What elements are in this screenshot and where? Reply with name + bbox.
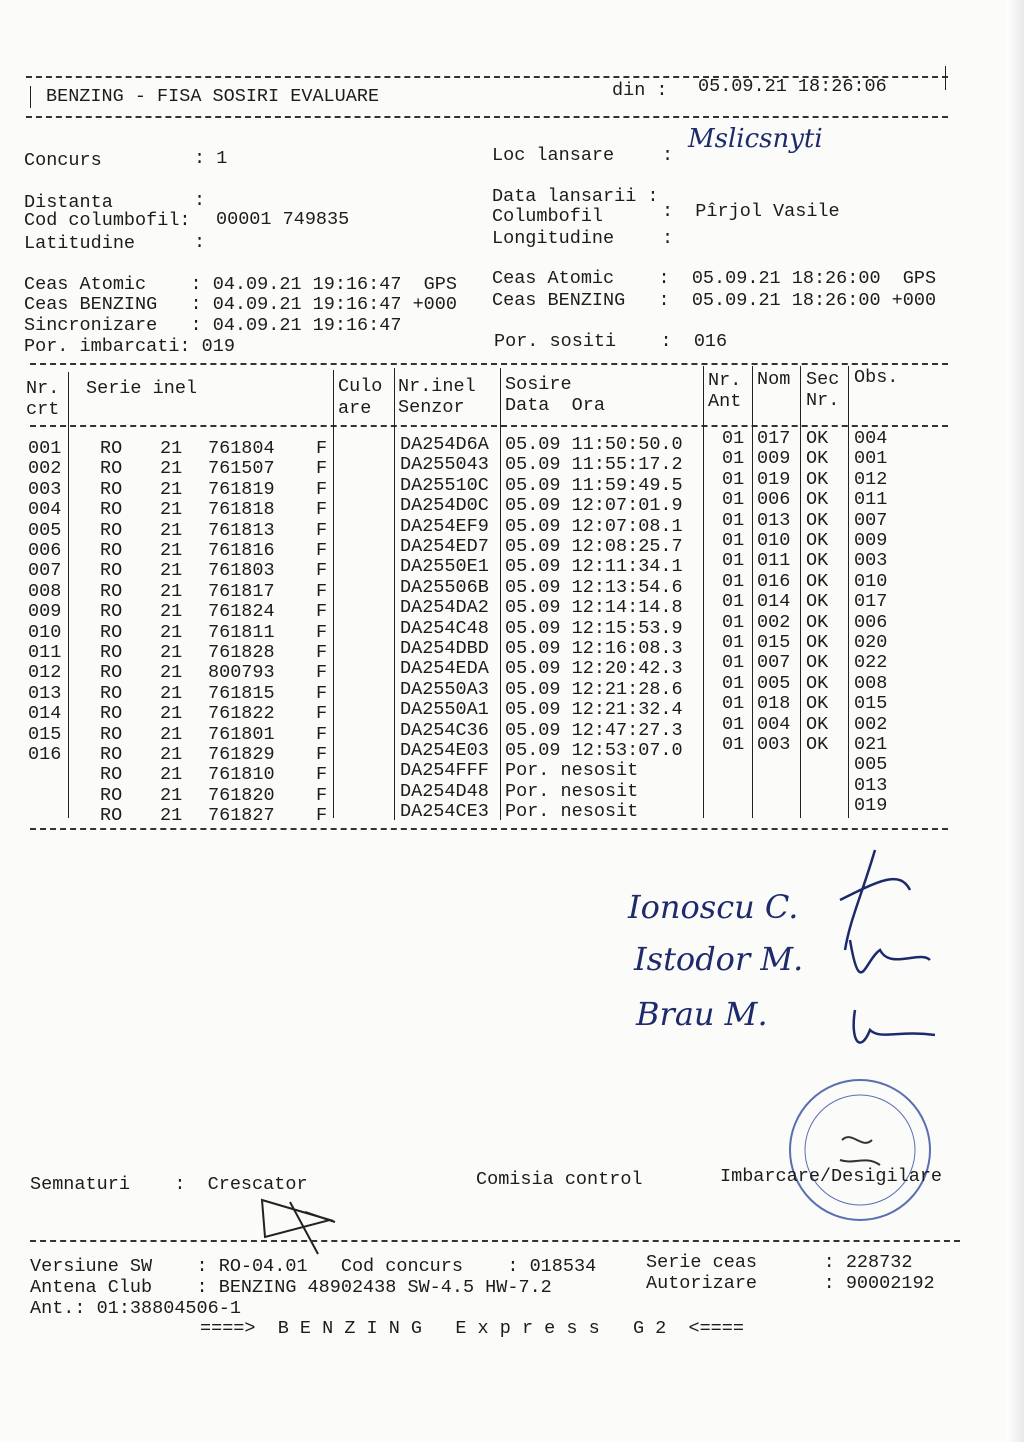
row-sex: F [316,580,328,602]
row-sex: F [316,703,328,725]
row-obs: 001 [854,448,888,470]
row-sec: OK [806,448,829,470]
row-ring: 761813 [208,519,275,541]
ceas-atomic-end: Ceas Atomic : 05.09.21 18:26:00 GPS [492,268,937,289]
row-obs: 007 [854,509,888,531]
row-year: 21 [160,478,183,500]
row-nom: 010 [757,530,791,551]
row-arrival: 05.09 11:55:17.2 [505,454,683,476]
row-arrival: 05.09 12:16:08.3 [505,638,683,659]
row-arrival: 05.09 12:11:34.1 [505,556,683,578]
sincronizare: Sincronizare : 04.09.21 19:16:47 [24,315,402,336]
divider [68,372,69,818]
columbofil-value: : Pîrjol Vasile [662,201,840,222]
row-sec: OK [806,530,829,551]
row-ring: 761803 [208,560,275,582]
col-header-culoare: Culo [338,376,383,397]
row-arrival: 05.09 12:21:28.6 [505,678,683,700]
row-country: RO [100,621,123,643]
col-header-ant: Ant [708,391,742,412]
col-header-sosire: Sosire [505,374,572,395]
row-arrival: 05.09 12:07:01.9 [505,495,683,517]
row-ring: 761804 [208,438,275,459]
row-sec: OK [806,591,829,613]
row-nom: 018 [757,693,791,715]
row-obs: 015 [854,693,888,715]
row-nr: 009 [28,601,62,623]
row-sex: F [316,642,328,663]
row-sec: OK [806,611,829,633]
row-year: 21 [160,580,183,602]
page-edge [1006,0,1024,1442]
row-sex: F [316,519,328,541]
row-ring: 761820 [208,784,275,806]
row-arrival: 05.09 11:59:49.5 [505,474,683,496]
col-header-sec: Sec [806,369,840,390]
row-year: 21 [160,642,183,663]
brand-line: ====> B E N Z I N G E x p r e s s G 2 <==== [200,1318,744,1339]
row-sensor: DA254DA2 [400,597,489,619]
col-header-culoare-2: are [338,398,372,419]
row-arrival: 05.09 12:14:14.8 [505,597,683,619]
row-sec: OK [806,550,829,572]
row-obs: 019 [854,795,888,817]
row-arrival: 05.09 12:21:32.4 [505,699,683,721]
longitudine-sep: : [662,228,674,249]
row-antenna: 01 [722,448,745,470]
row-nom: 019 [757,468,791,490]
row-sex: F [316,764,328,786]
row-sensor: DA2550A1 [400,699,489,721]
row-sensor: DA254FFF [400,760,489,782]
row-obs: 020 [854,632,888,653]
comisia-control-label: Comisia control [476,1169,643,1190]
row-ring: 761824 [208,601,275,623]
row-nom: 014 [757,591,791,613]
signature-name-2: Istodor M. [634,940,804,978]
row-obs: 011 [854,489,888,511]
divider [848,366,849,818]
row-sec: OK [806,632,829,653]
cod-value: 00001 749835 [216,209,350,230]
row-country: RO [100,438,123,459]
row-ring: 761811 [208,621,275,643]
row-ring: 761828 [208,642,275,663]
row-obs: 021 [854,734,888,755]
row-year: 21 [160,703,183,725]
col-header-nr: Nr. [26,378,60,399]
col-header-nr-ant: Nr. [708,370,742,391]
row-nr: 014 [28,703,62,725]
row-sec: OK [806,734,829,755]
row-sex: F [316,560,328,582]
row-antenna: 01 [722,468,745,490]
row-obs: 006 [854,611,888,633]
signature-name-3: Brau M. [636,995,768,1033]
row-ring: 761819 [208,478,275,500]
row-sensor: DA254D48 [400,780,489,802]
row-ring: 761815 [208,682,275,704]
row-year: 21 [160,662,183,684]
row-antenna: 01 [722,734,745,755]
row-nr: 006 [28,540,62,561]
row-nr: 004 [28,499,62,521]
row-ring: 800793 [208,662,275,684]
row-obs: 022 [854,652,888,674]
row-antenna: 01 [722,611,745,633]
row-nr: 005 [28,519,62,541]
row-nom: 005 [757,672,791,694]
divider [30,828,948,830]
divider [30,363,948,365]
row-obs: 009 [854,530,888,551]
row-obs: 017 [854,591,888,613]
row-sensor: DA2550E1 [400,556,489,578]
row-arrival: Por. nesosit [505,760,639,782]
row-antenna: 01 [722,489,745,511]
row-sensor: DA254ED7 [400,536,489,557]
row-year: 21 [160,764,183,786]
row-country: RO [100,723,123,745]
row-sensor: DA25506B [400,576,489,598]
row-nom: 003 [757,734,791,755]
row-year: 21 [160,601,183,623]
row-sec: OK [806,693,829,715]
row-sec: OK [806,570,829,592]
row-nr: 001 [28,438,62,459]
row-antenna: 01 [722,713,745,735]
row-antenna: 01 [722,550,745,572]
por-imbarcati: Por. imbarcati: 019 [24,336,235,357]
signature-name-1: Ionoscu C. [628,888,799,926]
row-obs: 005 [854,754,888,776]
row-nom: 016 [757,570,791,592]
row-ring: 761829 [208,744,275,765]
latitudine-sep: : [194,232,206,253]
divider [752,366,753,818]
divider [26,116,948,118]
row-year: 21 [160,682,183,704]
row-sex: F [316,458,328,480]
row-ring: 761827 [208,805,275,827]
distanta-sep: : [194,190,206,211]
row-antenna: 01 [722,428,745,449]
row-arrival: 05.09 12:13:54.6 [505,576,683,598]
col-header-sec-nr: Nr. [806,390,840,411]
ceas-atomic-start: Ceas Atomic : 04.09.21 19:16:47 GPS [24,274,457,295]
row-nr: 015 [28,723,62,745]
cod-label: Cod columbofil: [24,210,191,231]
col-header-serie: Serie inel [86,378,198,399]
row-sex: F [316,540,328,561]
row-sec: OK [806,713,829,735]
concurs-value: : 1 [194,148,228,169]
loc-label: Loc lansare [492,145,615,166]
row-arrival: 05.09 11:50:50.0 [505,434,683,455]
breeder-signature-icon [250,1192,350,1262]
row-arrival: 05.09 12:47:27.3 [505,719,683,741]
col-header-data-ora: Data Ora [505,395,605,416]
row-arrival: 05.09 12:20:42.3 [505,658,683,680]
row-country: RO [100,744,123,765]
divider [945,66,946,90]
row-country: RO [100,580,123,602]
row-sensor: DA254E03 [400,740,489,761]
col-header-obs: Obs. [854,367,899,388]
row-nom: 007 [757,652,791,674]
row-country: RO [100,764,123,786]
row-ring: 761507 [208,458,275,480]
serie-ceas: Serie ceas : 228732 [646,1252,913,1273]
row-nom: 013 [757,509,791,531]
row-country: RO [100,682,123,704]
row-arrival: Por. nesosit [505,780,639,802]
row-sex: F [316,682,328,704]
row-ring: 761818 [208,499,275,521]
row-nom: 004 [757,713,791,735]
row-obs: 010 [854,570,888,592]
row-obs: 012 [854,468,888,490]
divider [703,366,704,818]
row-sex: F [316,662,328,684]
loc-value-handwritten: Mslicsnyti [688,124,823,154]
col-header-nr-inel: Nr.inel [398,376,476,397]
stamp-icon [780,1070,940,1230]
row-nr: 012 [28,662,62,684]
row-country: RO [100,642,123,663]
row-sex: F [316,499,328,521]
row-year: 21 [160,744,183,765]
row-year: 21 [160,499,183,521]
row-sec: OK [806,509,829,531]
row-arrival: 05.09 12:07:08.1 [505,515,683,537]
imbarcare-label: Imbarcare/Desigilare [720,1166,943,1187]
row-arrival: Por. nesosit [505,801,639,823]
row-obs: 013 [854,774,888,796]
row-nr: 010 [28,621,62,643]
row-obs: 003 [854,550,888,572]
autorizare: Autorizare : 90002192 [646,1273,935,1294]
divider [30,425,948,427]
row-arrival: 05.09 12:15:53.9 [505,617,683,639]
row-sensor: DA254EF9 [400,515,489,537]
row-nom: 017 [757,428,791,449]
row-antenna: 01 [722,509,745,531]
row-antenna: 01 [722,530,745,551]
row-country: RO [100,560,123,582]
row-antenna: 01 [722,591,745,613]
document-title: BENZING - FISA SOSIRI EVALUARE [46,86,380,107]
row-nr: 008 [28,580,62,602]
row-sensor: DA254D6A [400,434,489,455]
row-year: 21 [160,621,183,643]
loc-sep: : [662,145,674,166]
row-sec: OK [806,428,829,449]
row-year: 21 [160,560,183,582]
divider [30,86,31,108]
columbofil-label: Columbofil [492,206,604,227]
row-country: RO [100,662,123,684]
row-sensor: DA254C36 [400,719,489,741]
row-country: RO [100,601,123,623]
print-date: 05.09.21 18:26:06 [698,76,887,97]
latitudine-label: Latitudine [24,233,136,254]
antenna-id: Ant.: 01:38804506-1 [30,1298,241,1319]
row-antenna: 01 [722,570,745,592]
row-country: RO [100,519,123,541]
row-nr: 007 [28,560,62,582]
row-antenna: 01 [722,693,745,715]
row-nom: 006 [757,489,791,511]
row-nr: 013 [28,682,62,704]
row-ring: 761817 [208,580,275,602]
por-sositi: Por. sositi : 016 [494,331,728,352]
row-ring: 761822 [208,703,275,725]
divider [500,368,501,820]
row-sex: F [316,438,328,459]
row-sex: F [316,744,328,765]
row-sec: OK [806,489,829,511]
row-antenna: 01 [722,672,745,694]
col-header-senzor: Senzor [398,397,465,418]
row-nom: 009 [757,448,791,470]
signatures-label: Semnaturi : Crescator [30,1174,308,1195]
row-sex: F [316,478,328,500]
row-nr: 003 [28,478,62,500]
row-ring: 761810 [208,764,275,786]
row-country: RO [100,784,123,806]
row-country: RO [100,703,123,725]
concurs-label: Concurs [24,150,102,171]
row-ring: 761801 [208,723,275,745]
row-sensor: DA254DBD [400,638,489,659]
row-year: 21 [160,805,183,827]
ceas-benzing-end: Ceas BENZING : 05.09.21 18:26:00 +000 [492,290,937,311]
row-arrival: 05.09 12:08:25.7 [505,536,683,557]
row-sec: OK [806,468,829,490]
row-nr: 011 [28,642,62,663]
row-sensor: DA254CE3 [400,801,489,823]
divider [800,366,801,818]
row-country: RO [100,458,123,480]
row-nom: 002 [757,611,791,633]
col-header-crt: crt [26,399,60,420]
row-obs: 004 [854,428,888,449]
row-sex: F [316,621,328,643]
row-sex: F [316,723,328,745]
col-header-nom: Nom [757,369,791,390]
ceas-benzing-start: Ceas BENZING : 04.09.21 19:16:47 +000 [24,294,457,315]
row-nr: 016 [28,744,62,765]
row-country: RO [100,478,123,500]
row-obs: 008 [854,672,888,694]
row-year: 21 [160,540,183,561]
row-year: 21 [160,784,183,806]
row-antenna: 01 [722,652,745,674]
row-antenna: 01 [722,632,745,653]
data-lansarii-label: Data lansarii : [492,186,659,207]
date-label: din : [612,80,668,101]
row-year: 21 [160,723,183,745]
row-sex: F [316,601,328,623]
row-sex: F [316,805,328,827]
row-obs: 002 [854,713,888,735]
row-sec: OK [806,652,829,674]
row-sensor: DA25510C [400,474,489,496]
row-nr: 002 [28,458,62,480]
row-sensor: DA254C48 [400,617,489,639]
row-sex: F [316,784,328,806]
row-nom: 015 [757,632,791,653]
row-sensor: DA2550A3 [400,678,489,700]
divider [333,370,334,818]
row-year: 21 [160,438,183,459]
row-year: 21 [160,519,183,541]
row-country: RO [100,499,123,521]
row-sec: OK [806,672,829,694]
row-sensor: DA255043 [400,454,489,476]
antena-club: Antena Club : BENZING 48902438 SW-4.5 HW-7.2 [30,1277,552,1298]
row-country: RO [100,540,123,561]
row-arrival: 05.09 12:53:07.0 [505,740,683,761]
versiune-sw: Versiune SW : RO-04.01 Cod concurs : 018534 [30,1256,597,1277]
signature-scribbles-icon [820,840,960,1060]
divider [394,368,395,820]
row-sensor: DA254D0C [400,495,489,517]
divider [30,1240,960,1242]
row-nom: 011 [757,550,791,572]
distanta-label: Distanta [24,192,113,213]
row-year: 21 [160,458,183,480]
row-ring: 761816 [208,540,275,561]
longitudine-label: Longitudine [492,228,615,249]
row-sensor: DA254EDA [400,658,489,680]
row-country: RO [100,805,123,827]
